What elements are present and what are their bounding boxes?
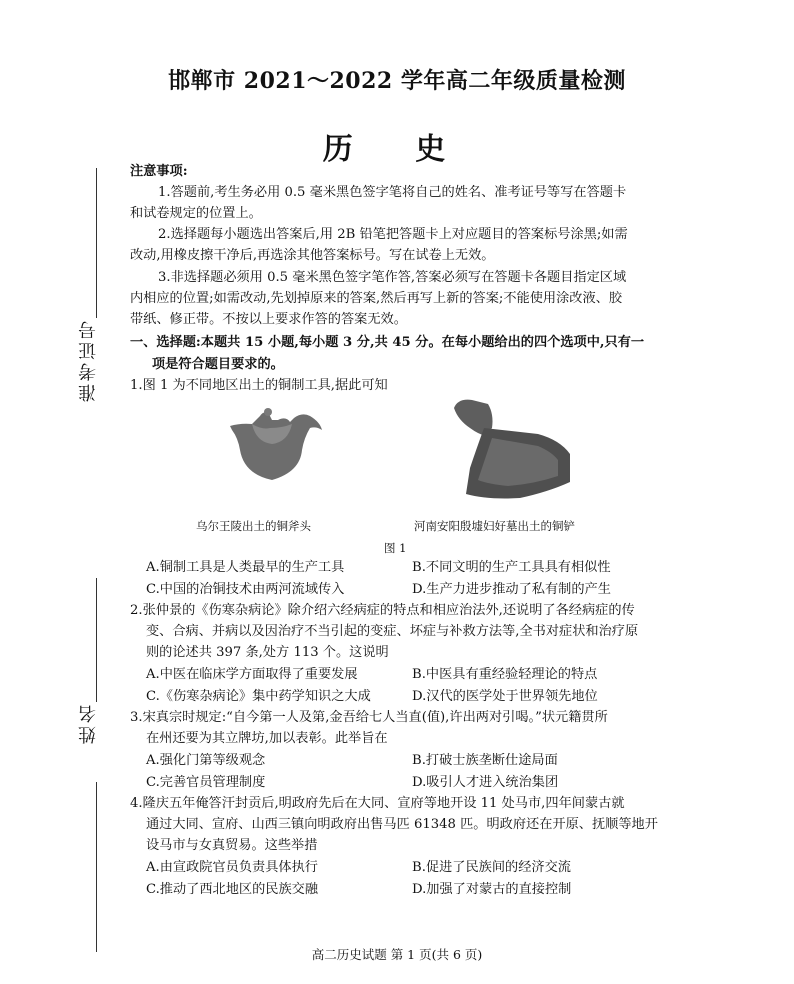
q1-option-a: A.铜制工具是人类最早的生产工具 <box>146 560 345 575</box>
q4-option-a: A.由宣政院官员负责具体执行 <box>146 860 318 875</box>
q4-stem-line-1: 4.隆庆五年俺答汗封贡后,明政府先后在大同、宣府等地开设 11 处马市,四年间蒙古就 <box>130 796 625 811</box>
binding-line-top <box>96 168 97 318</box>
q2-option-c: C.《伤寒杂病论》集中药学知识之大成 <box>146 689 371 704</box>
q4-stem-line-3: 设马市与女真贸易。这些举措 <box>146 838 318 853</box>
caption-axe: 乌尔王陵出土的铜斧头 <box>196 519 311 533</box>
note-1-line-1: 1.答题前,考生务必用 0.5 毫米黑色签字笔将自己的姓名、准考证号等写在答题卡 <box>158 185 627 200</box>
q2-option-d: D.汉代的医学处于世界领先地位 <box>412 689 598 704</box>
q1-stem: 1.图 1 为不同地区出土的铜制工具,据此可知 <box>130 378 388 393</box>
q1-option-d: D.生产力进步推动了私有制的产生 <box>412 582 611 597</box>
copper-axe-image <box>212 398 332 508</box>
q3-option-d: D.吸引人才进入统治集团 <box>412 775 559 790</box>
q3-stem-line-2: 在州还要为其立牌坊,加以表彰。此举旨在 <box>146 731 388 746</box>
q3-option-a: A.强化门第等级观念 <box>146 753 266 768</box>
q2-stem-line-1: 2.张仲景的《伤寒杂病论》除介绍六经病症的特点和相应治法外,还说明了各经病症的传 <box>130 603 635 618</box>
q3-option-c: C.完善官员管理制度 <box>146 775 266 790</box>
q3-stem-line-1: 3.宋真宗时规定:“自今第一人及第,金吾给七人当直(值),许出两对引喝。”状元籍贯所 <box>130 710 608 725</box>
note-3-line-1: 3.非选择题必须用 0.5 毫米黑色签字笔作答,答案必须写在答题卡各题目指定区域 <box>158 270 627 285</box>
q4-option-c: C.推动了西北地区的民族交融 <box>146 882 319 897</box>
note-2-line-2: 改动,用橡皮擦干净后,再选涂其他答案标号。写在试卷上无效。 <box>130 248 495 263</box>
note-2-line-1: 2.选择题每小题选出答案后,用 2B 铅笔把答题卡上对应题目的答案标号涂黑;如需 <box>158 227 628 242</box>
subject-title: 历 史 <box>322 132 472 167</box>
page-footer: 高二历史试题 第 1 页(共 6 页) <box>311 947 483 962</box>
caption-shovel: 河南安阳殷墟妇好墓出土的铜铲 <box>414 519 575 533</box>
q2-option-b: B.中医具有重经验轻理论的特点 <box>412 667 598 682</box>
q2-stem-line-3: 则的论述共 397 条,处方 113 个。这说明 <box>146 645 389 660</box>
q1-option-c: C.中国的冶铜技术由两河流域传入 <box>146 582 345 597</box>
q2-option-a: A.中医在临床学方面取得了重要发展 <box>146 667 358 682</box>
q4-option-d: D.加强了对蒙古的直接控制 <box>412 882 572 897</box>
figure-label: 图 1 <box>384 541 407 555</box>
note-3-line-3: 带纸、修正带。不按以上要求作答的答案无效。 <box>130 312 407 327</box>
q4-option-b: B.促进了民族间的经济交流 <box>412 860 571 875</box>
q4-stem-line-2: 通过大同、宣府、山西三镇向明政府出售马匹 61348 匹。明政府还在开原、抚顺等地开 <box>146 817 658 832</box>
copper-shovel-image <box>448 394 588 512</box>
note-3-line-2: 内相应的位置;如需改动,先划掉原来的答案,然后再写上新的答案;不能使用涂改液、胶 <box>130 291 623 306</box>
q1-option-b: B.不同文明的生产工具具有相似性 <box>412 560 611 575</box>
binding-line-bottom <box>96 782 97 952</box>
q3-option-b: B.打破士族垄断仕途局面 <box>412 753 558 768</box>
exam-title: 邯郸市 2021～2022 学年高二年级质量检测 <box>168 68 626 94</box>
section-1-heading: 一、选择题:本题共 15 小题,每小题 3 分,共 45 分。在每小题给出的四个选项中,只有一 <box>130 335 645 350</box>
q2-stem-line-2: 变、合病、并病以及因治疗不当引起的变症、坏症与补救方法等,全书对症状和治疗原 <box>146 624 639 639</box>
name-label: 姓名 <box>78 702 99 744</box>
note-1-line-2: 和试卷规定的位置上。 <box>130 206 262 221</box>
id-number-label: 准考证号 <box>78 318 99 402</box>
binding-line-middle <box>96 578 97 702</box>
section-1-heading-cont: 项是符合题目要求的。 <box>152 357 284 372</box>
notes-heading: 注意事项: <box>130 164 188 179</box>
